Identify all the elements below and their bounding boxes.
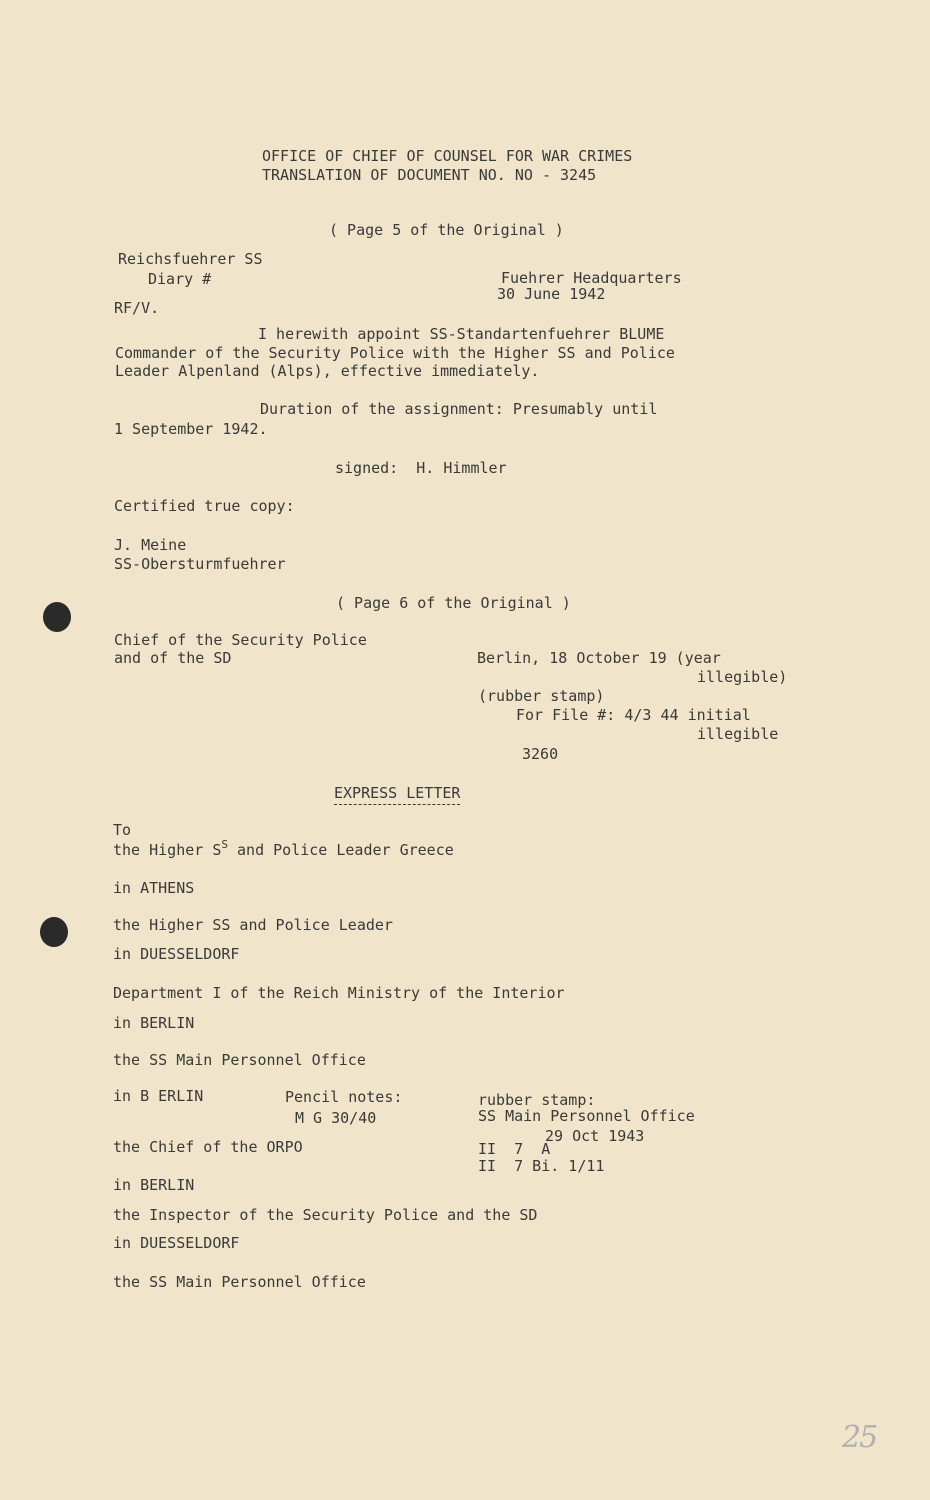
sender-line-2: Diary #	[148, 270, 212, 288]
sender-line-1: Chief of the Security Police	[114, 631, 367, 649]
body-1-line-1: I herewith appoint SS-Standartenfuehrer BLUME	[258, 325, 665, 343]
recipient-1	[113, 838, 454, 861]
pencil-notes-label: Pencil notes:	[285, 1088, 403, 1106]
stamp-line-1: (rubber stamp)	[478, 687, 605, 705]
rubber-stamp-date: 29 Oct 1943	[545, 1127, 645, 1145]
header-line-1: OFFICE OF CHIEF OF COUNSEL FOR WAR CRIMES	[262, 147, 633, 165]
page-5-marker: ( Page 5 of the Original )	[329, 221, 564, 239]
date-line-2: illegible)	[697, 668, 788, 686]
date-line-1: Berlin, 18 October 19 (year	[477, 649, 721, 667]
place: Fuehrer Headquarters	[501, 269, 682, 287]
date: 30 June 1942	[497, 285, 606, 303]
body-1-line-2: Commander of the Security Police with the Higher SS and Police	[115, 344, 675, 362]
recipient-1-superscript: S	[221, 838, 228, 851]
recipient-4-location: in B ERLIN	[113, 1087, 204, 1105]
header-line-2: TRANSLATION OF DOCUMENT NO. NO - 3245	[262, 166, 597, 184]
signature-line: signed: H. Himmler	[335, 459, 507, 477]
sender-line-2: and of the SD	[114, 649, 232, 667]
recipient-3-location: in BERLIN	[113, 1014, 195, 1032]
certifier-name: J. Meine	[114, 536, 187, 554]
body-2-line-2: 1 September 1942.	[114, 420, 268, 438]
recipient-3: Department I of the Reich Ministry of the Interior	[113, 984, 565, 1002]
stamp-line-3: illegible	[697, 725, 779, 743]
recipient-6: the Inspector of the Security Police and the SD	[113, 1206, 538, 1224]
letter-type-heading: EXPRESS LETTER	[334, 784, 460, 805]
body-1-line-3: Leader Alpenland (Alps), effective immediately.	[115, 362, 540, 380]
recipient-5: the Chief of the ORPO	[113, 1138, 303, 1156]
sender-line-1: Reichsfuehrer SS	[118, 250, 263, 268]
recipient-6-location: in DUESSELDORF	[113, 1234, 240, 1252]
rubber-stamp-office: SS Main Personnel Office	[478, 1107, 695, 1125]
sender-line-3: RF/V.	[114, 299, 160, 317]
recipient-1-location: in ATHENS	[113, 879, 195, 897]
punch-hole	[40, 917, 68, 947]
to-label: To	[113, 821, 132, 839]
recipient-4: the SS Main Personnel Office	[113, 1051, 366, 1069]
stamp-line-2: For File #: 4/3 44 initial	[516, 706, 751, 724]
page-number: 25	[842, 1420, 877, 1455]
certifier-rank: SS-Obersturmfuehrer	[114, 555, 286, 573]
recipient-5-location: in BERLIN	[113, 1176, 195, 1194]
pencil-notes-value: M G 30/40	[295, 1109, 377, 1127]
punch-hole	[43, 602, 71, 632]
recipient-7: the SS Main Personnel Office	[113, 1273, 366, 1291]
stamp-number: 3260	[522, 745, 559, 763]
recipient-2-location: in DUESSELDORF	[113, 945, 240, 963]
recipient-1-part-b: and Police Leader Greece	[228, 841, 454, 859]
page-6-marker: ( Page 6 of the Original )	[336, 594, 571, 612]
rubber-stamp-line-2: II 7 Bi. 1/11	[478, 1157, 605, 1175]
recipient-1-part-a: the Higher S	[113, 841, 222, 859]
rubber-stamp-line-1: II 7 A	[478, 1140, 551, 1158]
body-2-line-1: Duration of the assignment: Presumably until	[260, 400, 658, 418]
rubber-stamp-label: rubber stamp:	[478, 1091, 596, 1109]
recipient-2: the Higher SS and Police Leader	[113, 916, 393, 934]
certified-label: Certified true copy:	[114, 497, 295, 515]
